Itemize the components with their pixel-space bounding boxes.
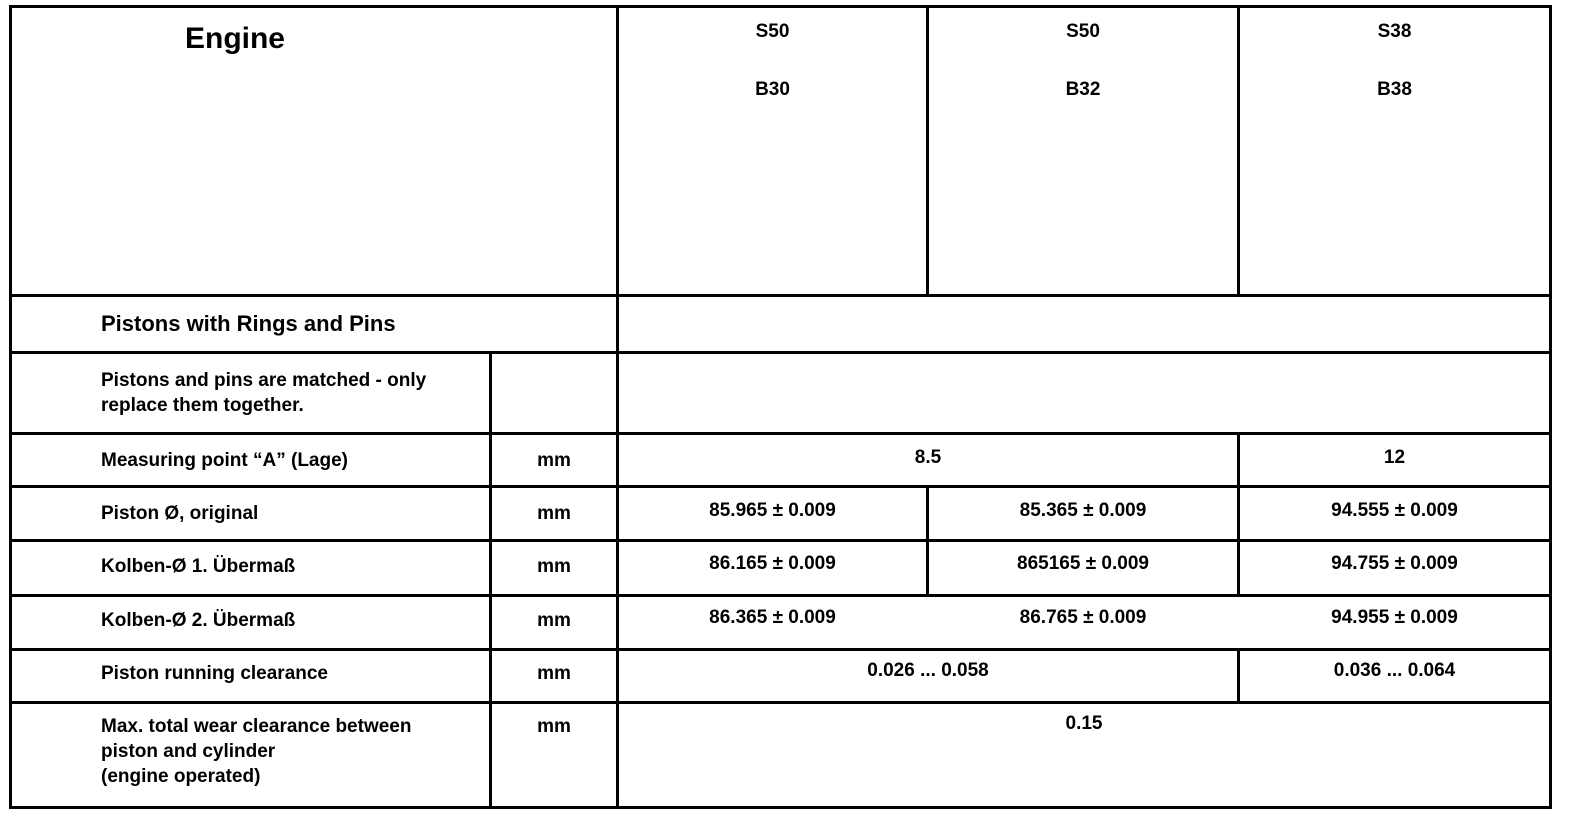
engine-code-s50-b32: S50 xyxy=(1066,21,1100,42)
row-unit: mm xyxy=(537,716,571,737)
border-line xyxy=(10,351,1552,354)
value-b30: 86.365 ± 0.009 xyxy=(709,607,836,628)
engine-variant-b32: B32 xyxy=(1065,79,1101,100)
border-line xyxy=(10,432,1552,435)
border-line xyxy=(9,5,12,809)
note-line-2: replace them together. xyxy=(101,395,304,416)
border-line xyxy=(489,353,492,809)
row-label: Piston Ø, original xyxy=(101,503,259,524)
value-b38: 94.555 ± 0.009 xyxy=(1331,500,1458,521)
border-line xyxy=(10,701,1552,704)
row-label-line-1: Max. total wear clearance between xyxy=(101,716,412,737)
engine-code-s50-b30: S50 xyxy=(755,21,790,42)
row-label: Measuring point “A” (Lage) xyxy=(101,450,348,471)
note-line-1: Pistons and pins are matched - only xyxy=(101,370,427,391)
border-line xyxy=(10,539,1552,542)
row-label: Kolben-Ø 2. Übermaß xyxy=(101,610,296,631)
border-line xyxy=(10,806,1552,809)
section-title: Pistons with Rings and Pins xyxy=(101,311,396,336)
row-unit: mm xyxy=(537,556,571,577)
value-b30: 86.165 ± 0.009 xyxy=(709,553,836,574)
value-b38: 94.755 ± 0.009 xyxy=(1331,553,1458,574)
row-label-line-3: (engine operated) xyxy=(101,766,261,787)
border-line xyxy=(10,594,1552,597)
value-all-engines: 0.15 xyxy=(1065,713,1103,734)
value-b32: 85.365 ± 0.009 xyxy=(1019,500,1147,521)
row-label-line-2: piston and cylinder xyxy=(101,741,276,762)
border-line xyxy=(10,485,1552,488)
border-line xyxy=(10,5,1552,8)
value-b32: 865165 ± 0.009 xyxy=(1017,553,1149,574)
row-unit: mm xyxy=(537,610,571,631)
row-unit: mm xyxy=(537,503,571,524)
border-line xyxy=(926,5,929,296)
engine-variant-b30: B30 xyxy=(755,79,790,100)
border-line xyxy=(10,294,1552,297)
value-b30: 85.965 ± 0.009 xyxy=(709,500,836,521)
border-line xyxy=(616,5,619,809)
value-s38: 0.036 ... 0.064 xyxy=(1333,660,1456,681)
row-label: Kolben-Ø 1. Übermaß xyxy=(101,556,296,577)
engine-header: Engine xyxy=(184,22,285,55)
engine-variant-b38: B38 xyxy=(1377,79,1412,100)
value-b32: 86.765 ± 0.009 xyxy=(1019,607,1147,628)
value-s38: 12 xyxy=(1383,447,1406,468)
value-b38: 94.955 ± 0.009 xyxy=(1331,607,1458,628)
engine-code-s38: S38 xyxy=(1377,21,1412,42)
border-line xyxy=(1237,5,1240,296)
row-unit: mm xyxy=(537,663,571,684)
border-line xyxy=(1549,5,1552,809)
value-s50: 8.5 xyxy=(914,447,942,468)
value-s50: 0.026 ... 0.058 xyxy=(867,660,989,681)
border-line xyxy=(10,648,1552,651)
row-label: Piston running clearance xyxy=(101,663,328,684)
row-unit: mm xyxy=(537,450,571,471)
